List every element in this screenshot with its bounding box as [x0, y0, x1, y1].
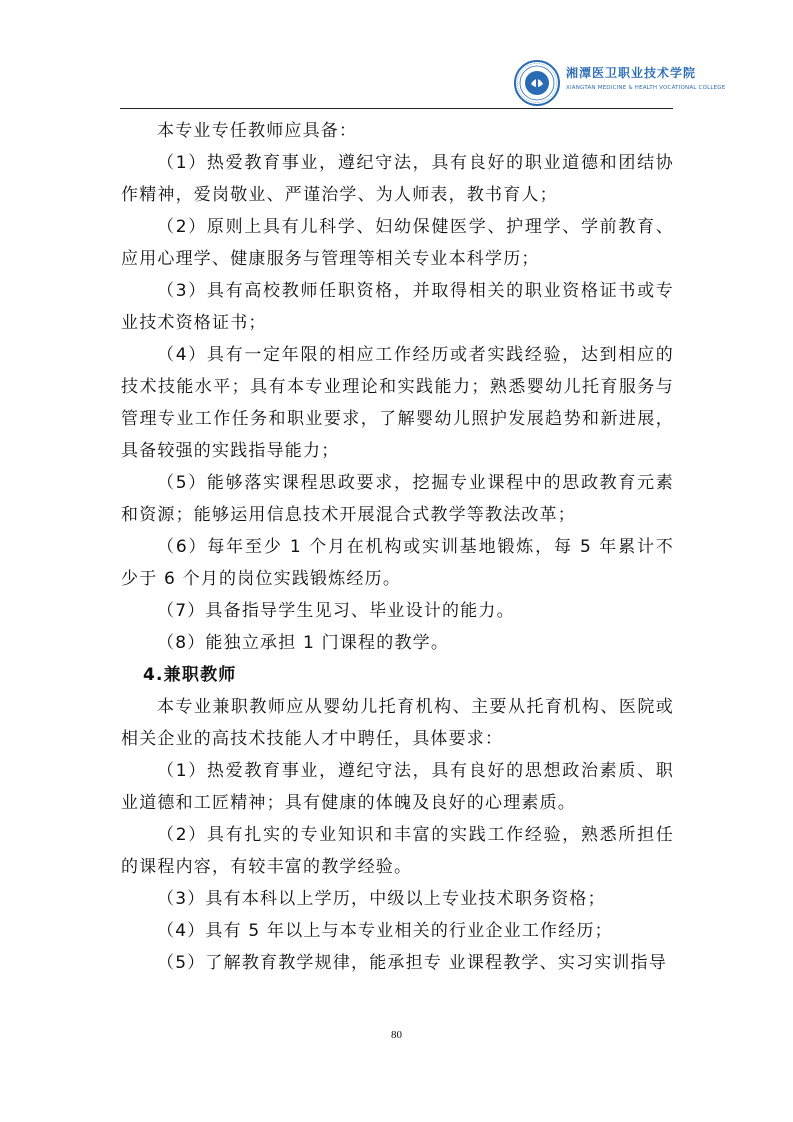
- paragraph: （2）具有扎实的专业知识和丰富的实践工作经验，熟悉所担任的课程内容，有较丰富的教学经验。: [121, 825, 674, 877]
- paragraph: （4）具有一定年限的相应工作经历或者实践经验，达到相应的技术技能水平；具有本专业理论和实践能力；熟悉婴幼儿托育服务与管理专业工作任务和职业要求，了解婴幼儿照护发展趋势和新进展，具备较强的实践指导能力；: [121, 345, 674, 461]
- paragraph: 本专业专任教师应具备：: [157, 121, 358, 141]
- header-divider: [120, 108, 673, 109]
- school-name-english: XIANGTAN MEDICINE & HEALTH VOCATIONAL COLLEGE: [566, 85, 726, 91]
- paragraph: （1）热爱教育事业，遵纪守法，具有良好的职业道德和团结协作精神，爱岗敬业、严谨治学、为人师表，教书育人；: [121, 153, 674, 205]
- paragraph: （5）了解教育教学规律，能承担专 业课程教学、实习实训指导: [157, 953, 668, 973]
- paragraph: （3）具有高校教师任职资格，并取得相关的职业资格证书或专业技术资格证书；: [121, 281, 674, 333]
- paragraph: （6）每年至少 1 个月在机构或实训基地锻炼，每 5 年累计不少于 6 个月的岗位实践锻炼经历。: [121, 537, 674, 589]
- paragraph: 本专业兼职教师应从婴幼儿托育机构、主要从托育机构、医院或相关企业的高技术技能人才中聘任，具体要求：: [121, 697, 674, 749]
- paragraph: （2）原则上具有儿科学、妇幼保健医学、护理学、学前教育、应用心理学、健康服务与管理等相关专业本科学历；: [121, 217, 674, 269]
- paragraph: （4）具有 5 年以上与本专业相关的行业企业工作经历；: [157, 921, 613, 941]
- school-logo: [514, 60, 560, 106]
- section-heading: 4.兼职教师: [143, 665, 237, 685]
- paragraph: （8）能独立承担 1 门课程的教学。: [157, 633, 450, 653]
- paragraph: （5）能够落实课程思政要求，挖掘专业课程中的思政教育元素和资源；能够运用信息技术开展混合式教学等教法改革；: [121, 473, 674, 525]
- paragraph: （1）热爱教育事业，遵纪守法，具有良好的思想政治素质、职业道德和工匠精神；具有健康的体魄及良好的心理素质。: [121, 761, 674, 813]
- school-name: 湘潭医卫职业技术学院: [566, 66, 697, 80]
- page-number: 80: [391, 1029, 402, 1041]
- document-body: [121, 115, 674, 979]
- paragraph: （3）具有本科以上学历，中级以上专业技术职务资格；: [157, 889, 606, 909]
- page-header: [120, 58, 726, 108]
- paragraph: （7）具备指导学生见习、毕业设计的能力。: [157, 601, 515, 621]
